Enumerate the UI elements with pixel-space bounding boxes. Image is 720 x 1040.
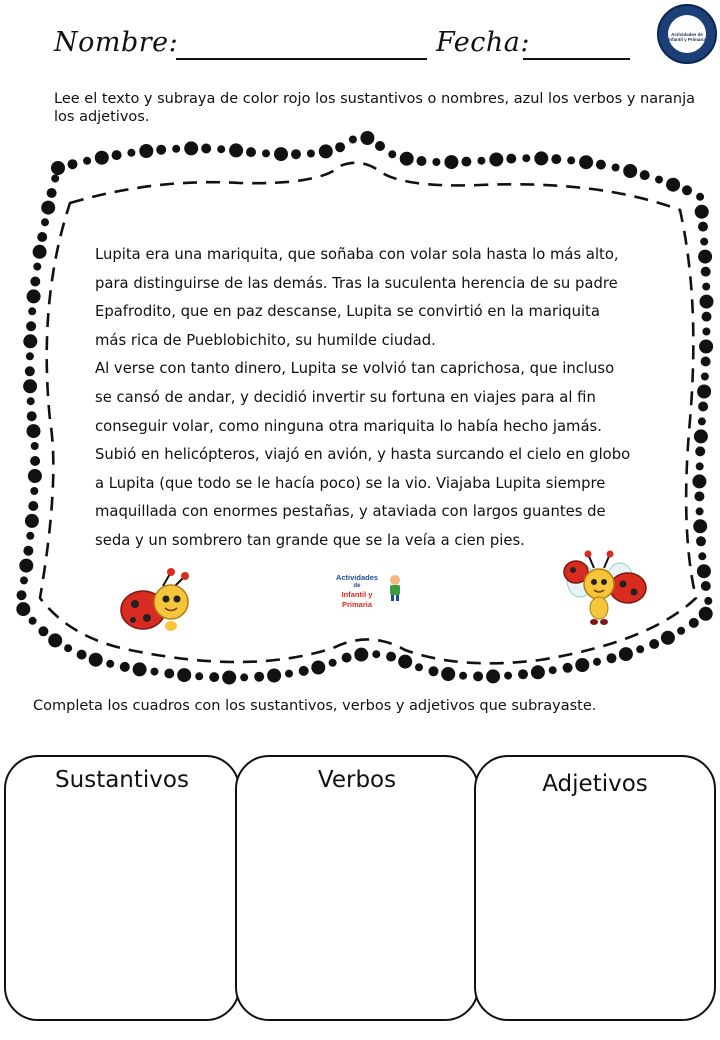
frame-bead: [575, 658, 589, 672]
frame-bead: [285, 670, 293, 678]
frame-bead: [28, 501, 38, 511]
frame-bead: [274, 147, 288, 161]
frame-bead: [702, 328, 710, 336]
frame-bead: [16, 602, 30, 616]
frame-bead: [360, 131, 374, 145]
boxes-instruction-text: Completa los cuadros con los sustantivos, verbos y adjetivos que subrayaste.: [33, 698, 597, 714]
frame-bead: [415, 663, 423, 671]
frame-bead: [386, 652, 396, 662]
frame-bead: [28, 469, 42, 483]
frame-bead: [151, 668, 159, 676]
frame-bead: [692, 474, 706, 488]
frame-bead: [563, 663, 573, 673]
frame-bead: [23, 334, 37, 348]
frame-bead: [702, 312, 712, 322]
frame-bead: [222, 671, 236, 685]
frame-bead: [64, 644, 72, 652]
frame-bead: [33, 245, 47, 259]
frame-bead: [25, 366, 35, 376]
story-line: se cansó de andar, y decidió invertir su fortuna en viajes para al fin: [95, 388, 596, 406]
frame-bead: [262, 149, 270, 157]
frame-bead: [307, 150, 315, 158]
frame-bead: [48, 633, 62, 647]
frame-bead: [38, 626, 48, 636]
frame-bead: [694, 491, 704, 501]
frame-bead: [694, 429, 708, 443]
frame-bead: [354, 648, 368, 662]
frame-bead: [112, 150, 122, 160]
frame-bead: [489, 153, 503, 167]
frame-bead: [27, 411, 37, 421]
frame-bead: [696, 462, 704, 470]
frame-bead: [31, 442, 39, 450]
frame-bead: [329, 659, 337, 667]
verbos-box[interactable]: [235, 755, 479, 1021]
frame-bead: [19, 559, 33, 573]
frame-bead: [417, 156, 427, 166]
frame-bead: [83, 157, 91, 165]
frame-bead: [30, 277, 40, 287]
frame-bead: [700, 295, 714, 309]
story-line: seda y un sombrero tan grande que se la veía a cien pies.: [95, 531, 525, 549]
frame-bead: [531, 665, 545, 679]
story-line: Epafrodito, que en paz descanse, Lupita se convirtió en la mariquita: [95, 303, 600, 321]
frame-bead: [177, 668, 191, 682]
frame-bead: [698, 402, 708, 412]
frame-bead: [95, 151, 109, 165]
story-line: para distinguirse de las demás. Tras la suculenta herencia de su padre: [95, 274, 618, 292]
frame-bead: [506, 154, 516, 164]
frame-bead: [106, 660, 114, 668]
frame-bead: [701, 267, 711, 277]
frame-bead: [701, 373, 709, 381]
frame-bead: [319, 144, 333, 158]
frame-bead: [522, 154, 530, 162]
adjetivos-title: Adjetivos: [542, 771, 648, 797]
frame-bead: [549, 666, 557, 674]
frame-bead: [612, 164, 620, 172]
frame-bead: [701, 357, 711, 367]
story-line: más rica de Pueblobichito, su humilde ciudad.: [95, 331, 436, 349]
frame-bead: [551, 154, 561, 164]
adjetivos-box[interactable]: [474, 755, 716, 1021]
ladybug-left-icon: [113, 566, 195, 638]
frame-bead: [666, 178, 680, 192]
frame-bead: [23, 379, 37, 393]
center-logo-icon: [326, 570, 406, 609]
frame-bead: [649, 639, 659, 649]
frame-bead: [704, 597, 712, 605]
frame-bead: [388, 150, 396, 158]
frame-bead: [459, 672, 467, 680]
frame-bead: [429, 666, 439, 676]
frame-bead: [164, 669, 174, 679]
frame-bead: [27, 424, 41, 438]
date-label: Fecha:: [436, 27, 530, 58]
frame-bead: [398, 655, 412, 669]
name-label: Nombre:: [54, 27, 179, 58]
frame-bead: [640, 170, 650, 180]
frame-bead: [444, 155, 458, 169]
frame-bead: [51, 161, 65, 175]
frame-bead: [30, 456, 40, 466]
frame-bead: [89, 653, 103, 667]
frame-bead: [655, 176, 663, 184]
frame-bead: [697, 564, 711, 578]
frame-bead: [702, 283, 710, 291]
frame-bead: [504, 672, 512, 680]
frame-bead: [695, 446, 705, 456]
frame-bead: [335, 142, 345, 152]
sustantivos-title: Sustantivos: [55, 767, 189, 793]
frame-bead: [209, 672, 219, 682]
frame-bead: [461, 157, 471, 167]
story-line: maquillada con enormes pestañas, y ataviada con largos guantes de: [95, 503, 606, 521]
frame-bead: [477, 157, 485, 165]
frame-bead: [698, 417, 706, 425]
frame-bead: [25, 514, 39, 528]
story-line: Al verse con tanto dinero, Lupita se volvió tan caprichosa, que incluso: [95, 360, 615, 378]
frame-bead: [37, 232, 47, 242]
frame-bead: [342, 653, 352, 663]
frame-bead: [33, 263, 41, 271]
frame-bead: [697, 385, 711, 399]
frame-bead: [696, 507, 704, 515]
frame-bead: [30, 487, 38, 495]
frame-bead: [133, 662, 147, 676]
frame-bead: [195, 672, 203, 680]
frame-bead: [372, 650, 380, 658]
frame-bead: [127, 149, 135, 157]
frame-bead: [473, 671, 483, 681]
frame-bead: [229, 143, 243, 157]
sustantivos-box[interactable]: [4, 755, 240, 1021]
frame-bead: [68, 159, 78, 169]
frame-bead: [29, 617, 37, 625]
frame-bead: [579, 155, 593, 169]
frame-bead: [26, 532, 34, 540]
frame-bead: [693, 519, 707, 533]
frame-bead: [441, 667, 455, 681]
frame-bead: [486, 669, 500, 683]
child-figure-icon: [386, 574, 404, 602]
frame-bead: [172, 145, 180, 153]
frame-bead: [623, 164, 637, 178]
frame-bead: [77, 650, 87, 660]
frame-bead: [41, 218, 49, 226]
frame-bead: [47, 188, 57, 198]
frame-bead: [699, 340, 713, 354]
frame-bead: [400, 152, 414, 166]
frame-bead: [311, 661, 325, 675]
frame-bead: [41, 201, 55, 215]
frame-bead: [619, 647, 633, 661]
frame-bead: [696, 193, 704, 201]
verbos-title: Verbos: [317, 767, 397, 793]
frame-bead: [701, 581, 711, 591]
center-logo-line: Actividades: [335, 573, 379, 582]
story-text: [95, 241, 670, 556]
frame-bead: [267, 669, 281, 683]
story-line: Lupita era una mariquita, que soñaba con volar sola hasta lo más alto,: [95, 246, 619, 263]
frame-bead: [291, 149, 301, 159]
school-logo-text: Actividades de Infantil y Primaria: [668, 32, 706, 42]
frame-bead: [593, 658, 601, 666]
frame-bead: [696, 536, 706, 546]
frame-bead: [26, 321, 36, 331]
story-line: Subió en helicópteros, viajó en avión, y hasta surcando el cielo en globo: [95, 446, 631, 464]
frame-bead: [156, 145, 166, 155]
frame-bead: [120, 662, 130, 672]
frame-bead: [27, 397, 35, 405]
frame-bead: [299, 666, 309, 676]
frame-bead: [677, 627, 685, 635]
frame-bead: [432, 158, 440, 166]
frame-bead: [518, 669, 528, 679]
frame-bead: [661, 631, 675, 645]
frame-bead: [246, 147, 256, 157]
frame-bead: [28, 307, 36, 315]
frame-bead: [217, 145, 225, 153]
frame-bead: [596, 160, 606, 170]
frame-bead: [695, 205, 709, 219]
story-line: a Lupita (que todo se le hacía poco) se la vio. Viajaba Lupita siempre: [95, 474, 606, 492]
frame-bead: [349, 136, 357, 144]
frame-bead: [682, 185, 692, 195]
frame-bead: [375, 141, 385, 151]
frame-bead: [240, 673, 248, 681]
frame-bead: [698, 250, 712, 264]
frame-bead: [139, 144, 153, 158]
frame-bead: [26, 352, 34, 360]
frame-bead: [534, 151, 548, 165]
frame-bead: [700, 238, 708, 246]
frame-bead: [698, 222, 708, 232]
frame-bead: [699, 607, 713, 621]
frame-bead: [567, 156, 575, 164]
frame-bead: [698, 552, 706, 560]
frame-bead: [201, 144, 211, 154]
frame-bead: [17, 590, 27, 600]
frame-bead: [607, 653, 617, 663]
center-logo-line: de: [353, 583, 361, 589]
frame-bead: [20, 576, 28, 584]
frame-bead: [689, 618, 699, 628]
frame-bead: [23, 546, 33, 556]
frame-bead: [254, 672, 264, 682]
center-logo-line: Infantil y Primaria: [341, 590, 373, 609]
frame-bead: [27, 289, 41, 303]
frame-bead: [636, 645, 644, 653]
ladybug-right-icon: [558, 550, 650, 632]
instruction-text: Lee el texto y subraya de color rojo los sustantivos o nombres, azul los verbos y naranja los adjetivos.: [54, 91, 696, 125]
story-line: conseguir volar, como ninguna otra mariquita lo había hecho jamás.: [95, 417, 602, 435]
frame-bead: [51, 175, 59, 183]
frame-bead: [184, 141, 198, 155]
